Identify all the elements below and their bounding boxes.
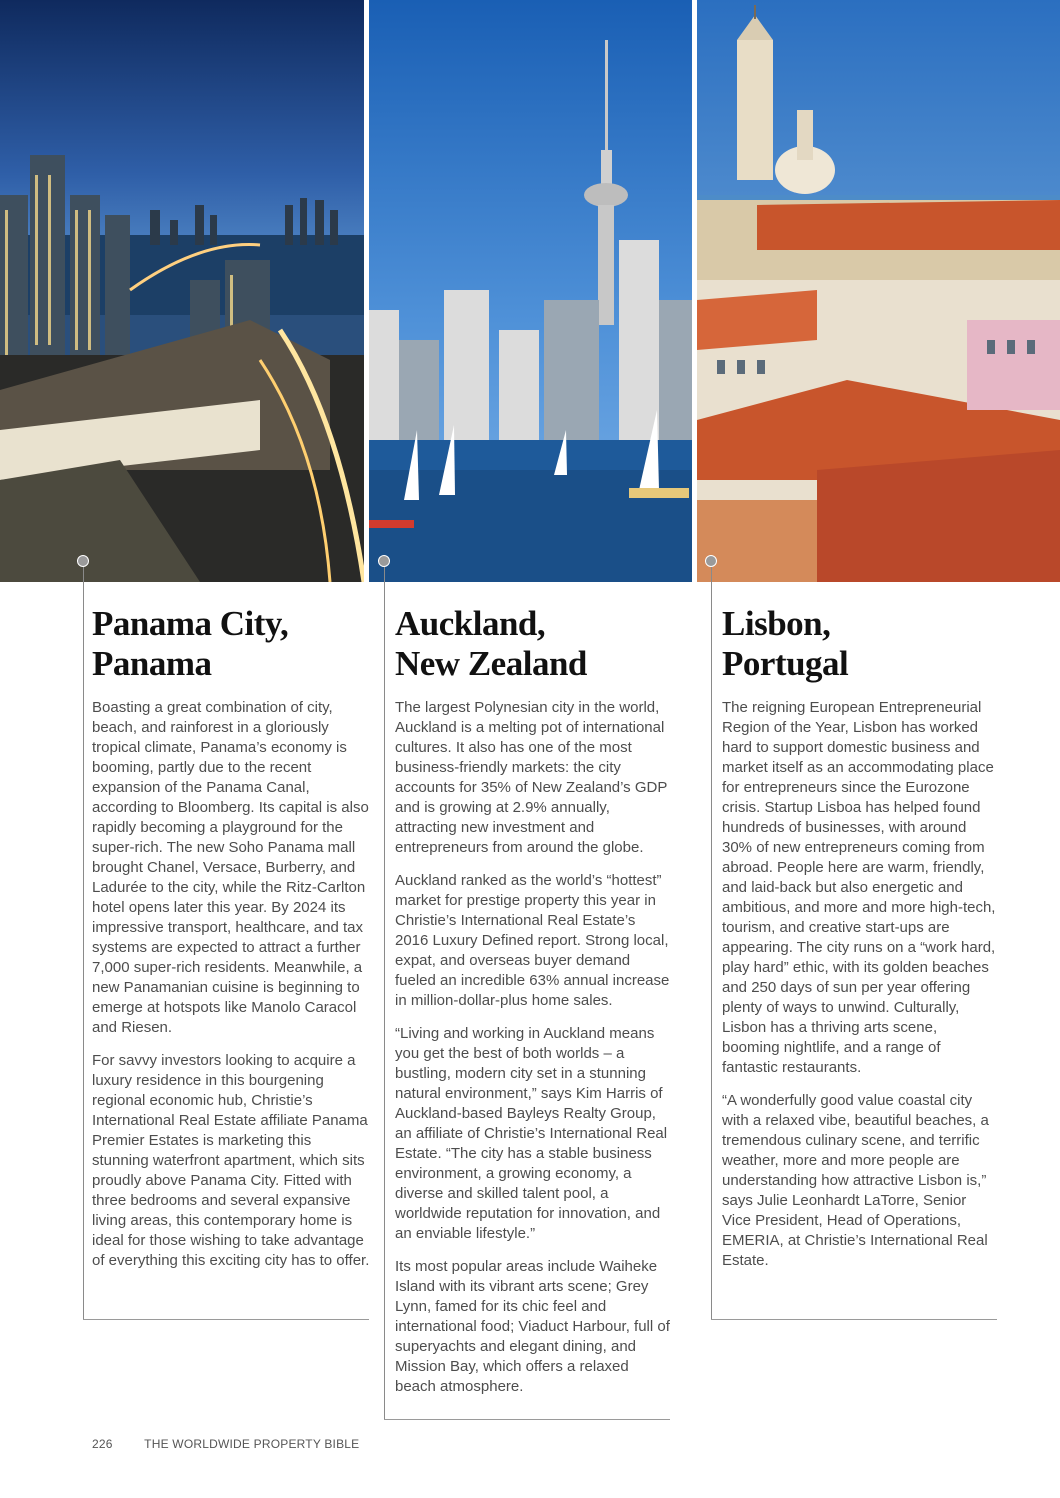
auckland-paragraph-3: “Living and working in Auckland means you get the best of both worlds – a bustling, modern city set in a stunning natural environment,” says Kim Harris of Auckland-based Bayleys Realty Group, an affiliate of Christie’s International Real Estate. “The city has a stable business environment, a growing economy, a diverse and skilled talent pool, a worldwide reputation for innovation, and an enviable lifestyle.” xyxy=(395,1025,668,1242)
lisbon-connector-dot xyxy=(705,555,717,567)
lisbon-heading xyxy=(722,604,996,684)
lisbon-photo xyxy=(697,0,1060,582)
panama-city-photo xyxy=(0,0,364,582)
auckland-paragraph-1: The largest Polynesian city in the world, Auckland is a melting pot of international cultures. It also has one of the most business-friendly markets: the city accounts for 35% of New Zealand’s GDP and is growing at 2.9% annually, attracting new investment and entrepreneurs from around the globe. xyxy=(395,699,668,856)
lisbon-connector-line xyxy=(711,560,712,1320)
panama-heading-line1: Panama City, xyxy=(92,604,289,643)
lisbon-rooftops-image xyxy=(697,0,1060,582)
auckland-connector-line xyxy=(384,560,385,1420)
lisbon-paragraph-2: “A wonderfully good value coastal city with a relaxed vibe, beautiful beaches, a tremendous culinary scene, and terrific weather, more and more people are understanding how attractive Lisbon is,” says Julie Leonhardt LaTorre, Senior Vice President, Head of Operations, EMERIA, at Christie’s International Real Estate. xyxy=(722,1092,989,1269)
lisbon-heading-line2: Portugal xyxy=(722,644,849,683)
panama-article xyxy=(92,604,370,1284)
lisbon-bottom-rule xyxy=(711,1319,997,1320)
page-footer xyxy=(92,1437,359,1451)
page-number: 226 xyxy=(92,1437,113,1451)
panama-paragraph-2: For savvy investors looking to acquire a luxury residence in this bourgening regional economic hub, Christie’s International Real Estate affiliate Panama Premier Estates is marketing this stunning waterfront apartment, which sits proudly above Panama City. Fitted with three bedrooms and several expansive living areas, this contemporary home is ideal for those wishing to take advantage of everything this exciting city has to offer. xyxy=(92,1052,370,1269)
auckland-heading xyxy=(395,604,671,684)
auckland-skyline-image xyxy=(369,0,692,582)
auckland-article xyxy=(395,604,671,1410)
panama-city-skyline-image xyxy=(0,0,364,582)
panama-heading-line2: Panama xyxy=(92,644,212,683)
panama-paragraph-1: Boasting a great combination of city, beach, and rainforest in a gloriously tropical climate, Panama’s economy is booming, partly due to the recent expansion of the Panama Canal, according to Bloomberg. Its capital is also rapidly becoming a playground for the super-rich. The new Soho Panama mall brought Chanel, Versace, Burberry, and Ladurée to the city, while the Ritz-Carlton hotel opens later this year. By 2024 its impressive transport, healthcare, and tax systems are expected to attract a further 7,000 super-rich residents. Meanwhile, a new Panamanian cuisine is beginning to emerge at hotspots like Manolo Caracol and Riesen. xyxy=(92,699,369,1036)
auckland-paragraph-2: Auckland ranked as the world’s “hottest” market for prestige property this year in Christie’s International Real Estate’s 2016 Luxury Defined report. Strong local, expat, and overseas buyer demand fueled an incredible 63% annual increase in million-dollar-plus home sales. xyxy=(395,872,670,1009)
lisbon-heading-line1: Lisbon, xyxy=(722,604,831,643)
panama-heading xyxy=(92,604,370,684)
panama-connector-dot xyxy=(77,555,89,567)
auckland-photo xyxy=(369,0,692,582)
lisbon-paragraph-1: The reigning European Entrepreneurial Region of the Year, Lisbon has worked hard to support domestic business and market itself as an accommodating place for entrepreneurs since the Eurozone crisis. Startup Lisboa has helped found hundreds of businesses, with around 30% of new entrepreneurs coming from abroad. People here are warm, friendly, and laid-back but also energetic and ambitious, and more and more high-tech, tourism, and creative start-ups are appearing. The city runs on a “work hard, play hard” ethic, with its golden beaches and 250 days of sun per year offering plenty of ways to unwind. Culturally, Lisbon has a thriving arts scene, booming nightlife, and a range of fantastic restaurants. xyxy=(722,699,996,1076)
publication-title: THE WORLDWIDE PROPERTY BIBLE xyxy=(144,1437,360,1451)
auckland-heading-line2: New Zealand xyxy=(395,644,587,683)
auckland-bottom-rule xyxy=(384,1419,670,1420)
auckland-connector-dot xyxy=(378,555,390,567)
lisbon-article xyxy=(722,604,996,1284)
auckland-heading-line1: Auckland, xyxy=(395,604,546,643)
auckland-paragraph-4: Its most popular areas include Waiheke Island with its vibrant arts scene; Grey Lynn, famed for its chic feel and international food; Viaduct Harbour, full of superyachts and elegant dining, and Mission Bay, which offers a relaxed beach atmosphere. xyxy=(395,1258,670,1395)
panama-connector-line xyxy=(83,560,84,1320)
panama-bottom-rule xyxy=(83,1319,369,1320)
